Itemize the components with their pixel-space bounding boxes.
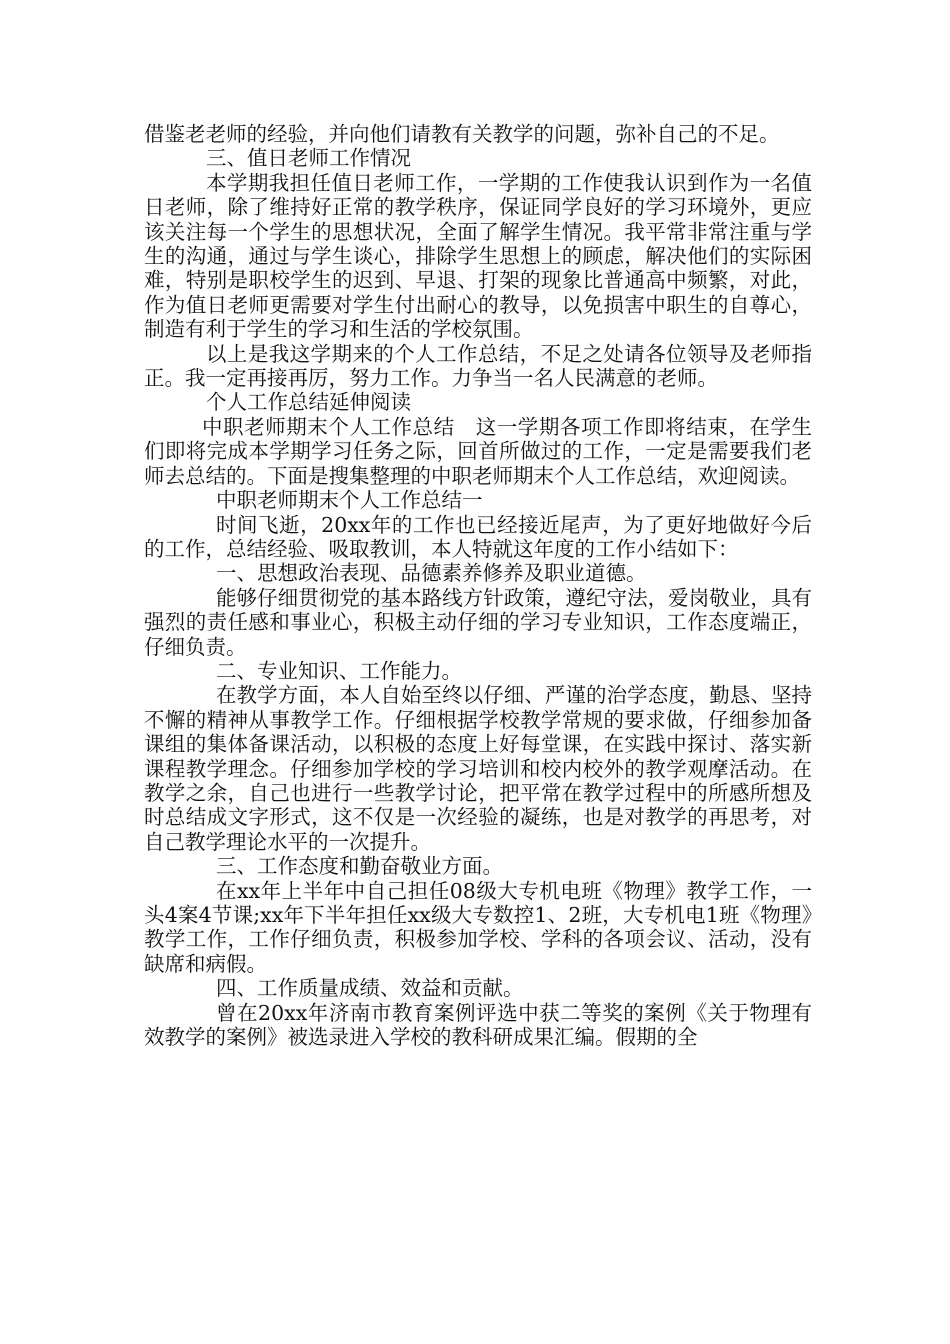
paragraph-time-flies: 时间飞逝，20xx年的工作也已经接近尾声，为了更好地做好今后的工作，总结经验、吸取教训，本人特就这年度的工作小结如下： [144,512,812,561]
heading-summary-one: 中职老师期末个人工作总结一 [216,488,483,513]
paragraph-quality: 曾在20xx年济南市教育案例评选中获二等奖的案例《关于物理有效教学的案例》被选录进入学校的教科研成果汇编。假期的全 [144,1000,812,1050]
paragraph-teaching: 在教学方面，本人自始至终以仔细、严谨的治学态度，勤恳、坚持不懈的精神从事教学工作。仔细根据学校教学常规的要求做，仔细参加备课组的集体备课活动，以积极的态度上好每堂课，在实践中探讨、落实新课程教学理念。仔细参加学校的学习培训和校内校外的教学观摩活动。在教学之余，自己也进行一些教学讨论，把平常在教学过程中的所感所想及时总结成文字形式，这不仅是一次经验的凝练，也是对教学的再思考，对自己教学理论水平的一次提升。 [144,683,812,854]
document-body [144,122,812,1049]
section-heading-attitude: 三、工作态度和勤奋敬业方面。 [216,854,503,879]
section-heading-duty-teacher: 三、值日老师工作情况 [206,146,411,171]
heading-extended-reading: 个人工作总结延伸阅读 [206,390,411,415]
paragraph-extended-intro: 中职老师期末个人工作总结 这一学期各项工作即将结束，在学生们即将完成本学期学习任务之际，回首所做过的工作，一定是需要我们老师去总结的。下面是搜集整理的中职老师期末个人工作总结，欢迎阅读。 [144,414,812,488]
paragraph-politics: 能够仔细贯彻党的基本路线方针政策，遵纪守法，爱岗敬业，具有强烈的责任感和事业心，积极主动仔细的学习专业知识，工作态度端正，仔细负责。 [144,585,812,659]
section-heading-politics: 一、思想政治表现、品德素养修养及职业道德。 [216,561,647,586]
section-heading-professional: 二、专业知识、工作能力。 [216,658,462,683]
paragraph-closing: 以上是我这学期来的个人工作总结，不足之处请各位领导及老师指正。我一定再接再厉，努力工作。力争当一名人民满意的老师。 [144,341,812,391]
paragraph-continuation: 借鉴老老师的经验，并向他们请教有关教学的问题，弥补自己的不足。 [144,122,780,146]
paragraph-duty-teacher: 本学期我担任值日老师工作，一学期的工作使我认识到作为一名值日老师，除了维持好正常的教学秩序，保证同学良好的学习环境外，更应该关注每一个学生的思想状况，全面了解学生情况。我平常非常注重与学生的沟通，通过与学生谈心，排除学生思想上的顾虑，解决他们的实际困难，特别是职校学生的迟到、早退、打架的现象比普通高中频繁，对此，作为值日老师更需要对学生付出耐心的教导，以免损害中职生的自尊心，制造有利于学生的学习和生活的学校氛围。 [144,170,812,342]
paragraph-attitude: 在xx年上半年中自己担任08级大专机电班《物理》教学工作，一头4案4节课;xx年下半年担任xx级大专数控1、2班，大专机电1班《物理》教学工作，工作仔细负责，积极参加学校、学科的各项会议、活动，没有缺席和病假。 [144,878,812,976]
section-heading-quality: 四、工作质量成绩、效益和贡献。 [216,976,524,1001]
